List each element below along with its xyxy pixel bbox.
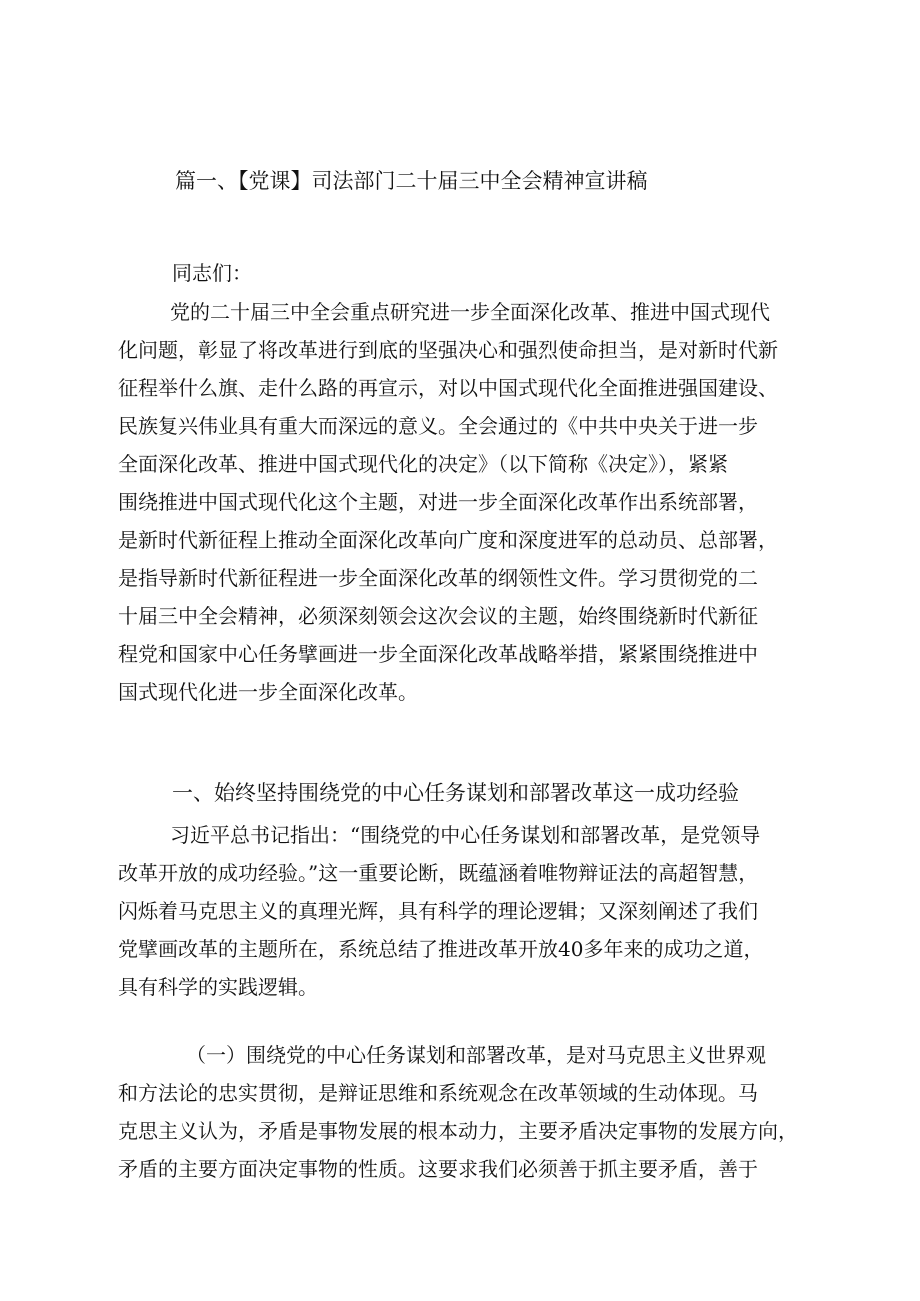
paragraph-line: 民族复兴伟业具有重大而深远的意义。全会通过的《中共中央关于进一步 — [118, 414, 758, 438]
paragraph-line: （一）围绕党的中心任务谋划和部署改革，是对马克思主义世界观 — [186, 1043, 766, 1067]
section-heading: 一、始终坚持围绕党的中心任务谋划和部署改革这一成功经验 — [172, 781, 739, 805]
paragraph-line: 围绕推进中国式现代化这个主题，对进一步全面深化改革作出系统部署， — [118, 490, 758, 514]
paragraph-line: 闪烁着马克思主义的真理光辉，具有科学的理论逻辑；又深刻阐述了我们 — [118, 899, 758, 923]
paragraph-line: 矛盾的主要方面决定事物的性质。这要求我们必须善于抓主要矛盾，善于 — [118, 1157, 758, 1181]
paragraph-line: 是指导新时代新征程进一步全面深化改革的纲领性文件。学习贯彻党的二 — [118, 566, 758, 590]
paragraph-section1 — [118, 816, 876, 1006]
paragraph-line: 是新时代新征程上推动全面深化改革向广度和深度进军的总动员、总部署， — [118, 528, 778, 552]
greeting: 同志们： — [172, 261, 252, 285]
paragraph-line: 化问题，彰显了将改革进行到底的坚强决心和强烈使命担当，是对新时代新 — [118, 338, 778, 362]
paragraph-line: 克思主义认为，矛盾是事物发展的根本动力，主要矛盾决定事物的发展方向， — [118, 1119, 798, 1143]
paragraph-subsection1 — [118, 1036, 876, 1188]
paragraph-line: 习近平总书记指出：“围绕党的中心任务谋划和部署改革，是党领导 — [170, 823, 761, 847]
paragraph-line: 党擘画改革的主题所在，系统总结了推进改革开放40多年来的成功之道， — [118, 937, 764, 961]
paragraph-line: 国式现代化进一步全面深化改革。 — [118, 680, 418, 704]
paragraph-line: 程党和国家中心任务擘画进一步全面深化改革战略举措，紧紧围绕推进中 — [118, 642, 758, 666]
paragraph-line: 改革开放的成功经验。”这一重要论断，既蕴涵着唯物辩证法的高超智慧， — [118, 861, 759, 885]
paragraph-intro — [118, 293, 876, 711]
paragraph-line: 征程举什么旗、走什么路的再宣示，对以中国式现代化全面推进强国建设、 — [118, 376, 778, 400]
document-title: 篇一、【党课】司法部门二十届三中全会精神宣讲稿 — [175, 169, 648, 193]
paragraph-line: 十届三中全会精神，必须深刻领会这次会议的主题，始终围绕新时代新征 — [118, 604, 758, 628]
paragraph-line: 全面深化改革、推进中国式现代化的决定》（以下简称《决定》），紧紧 — [118, 452, 728, 476]
paragraph-line: 具有科学的实践逻辑。 — [118, 975, 318, 999]
paragraph-line: 党的二十届三中全会重点研究进一步全面深化改革、推进中国式现代 — [170, 300, 770, 324]
paragraph-line: 和方法论的忠实贯彻，是辩证思维和系统观念在改革领域的生动体现。马 — [118, 1081, 758, 1105]
